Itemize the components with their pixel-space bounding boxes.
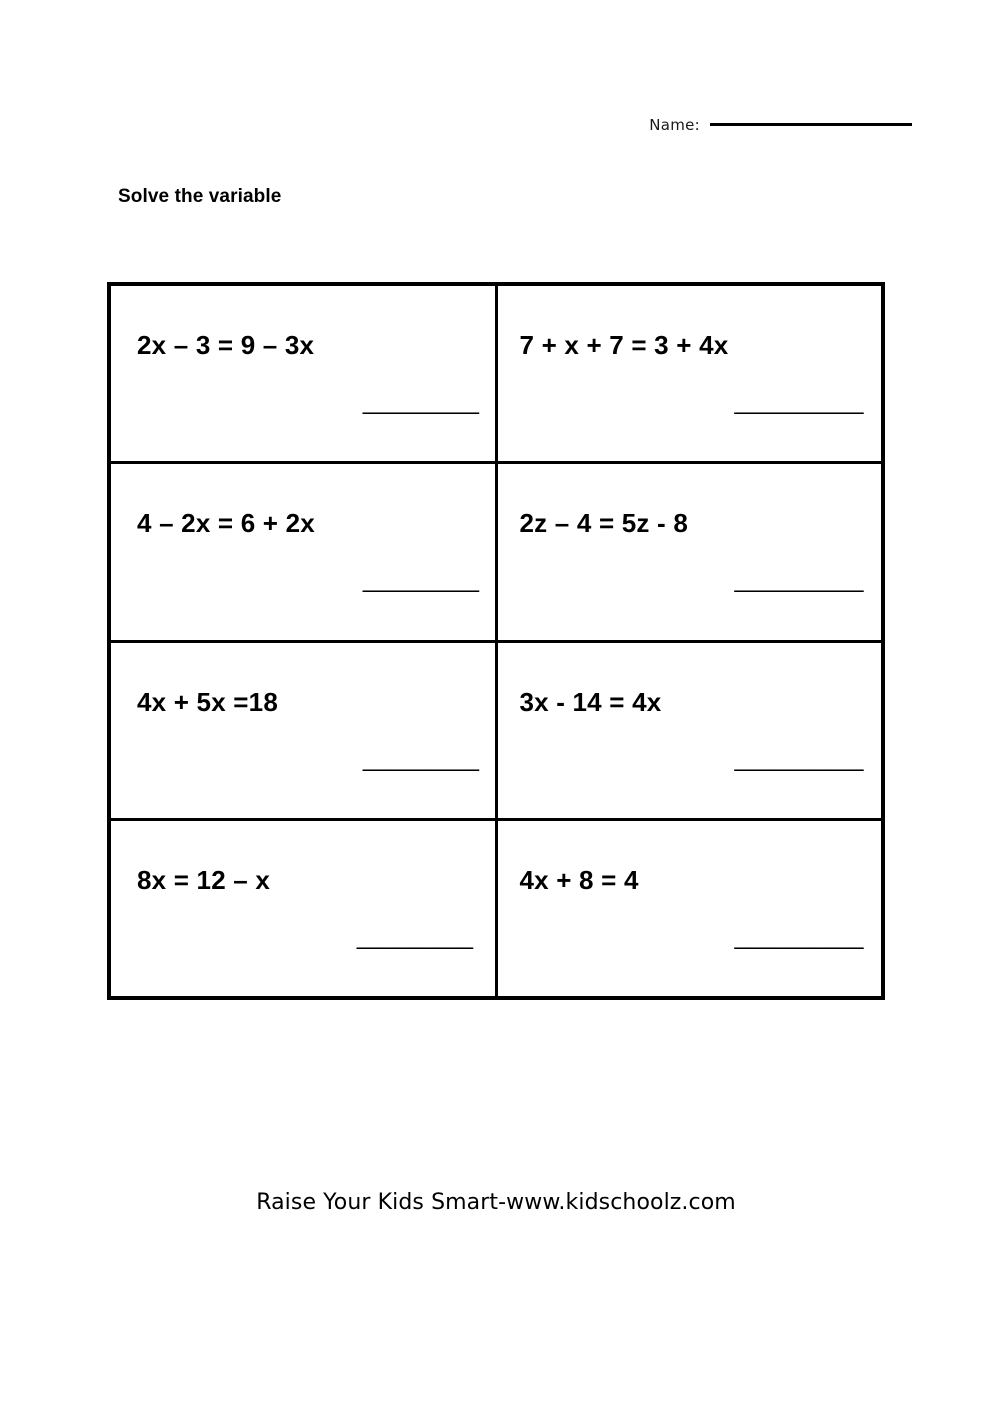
page-title: Solve the variable — [118, 186, 282, 207]
answer-blank[interactable]: _________ — [356, 922, 473, 950]
answer-blank[interactable]: _________ — [362, 566, 479, 594]
equation-text: 4x + 5x =18 — [137, 686, 278, 717]
name-write-in-line[interactable] — [710, 123, 912, 126]
answer-blank[interactable]: __________ — [734, 566, 863, 594]
problem-cell-8 — [498, 821, 882, 996]
problem-cell-1 — [111, 286, 498, 461]
answer-blank[interactable]: _________ — [362, 388, 479, 415]
problem-table — [107, 282, 885, 1000]
problem-cell-4 — [498, 464, 882, 639]
problem-cell-5 — [111, 643, 498, 818]
problem-cell-7 — [111, 821, 498, 996]
answer-blank[interactable]: __________ — [734, 744, 863, 772]
table-row — [111, 821, 881, 996]
table-row — [111, 464, 881, 642]
problem-cell-3 — [111, 464, 498, 639]
equation-text: 7 + x + 7 = 3 + 4x — [519, 330, 729, 360]
table-row — [111, 643, 881, 821]
equation-text: 2z – 4 = 5z - 8 — [519, 508, 688, 539]
equation-text: 8x = 12 – x — [137, 864, 271, 895]
footer-attribution: Raise Your Kids Smart-www.kidschoolz.com — [256, 1190, 736, 1215]
answer-blank[interactable]: __________ — [734, 922, 863, 950]
name-field-row — [0, 118, 912, 133]
equation-text: 4 – 2x = 6 + 2x — [137, 508, 315, 539]
answer-blank[interactable]: _________ — [362, 744, 479, 772]
equation-text: 3x - 14 = 4x — [519, 686, 662, 717]
problem-cell-2 — [498, 286, 882, 461]
table-row — [111, 286, 881, 464]
equation-text: 4x + 8 = 4 — [519, 864, 639, 895]
answer-blank[interactable]: __________ — [734, 388, 863, 415]
name-label: Name: — [649, 116, 700, 134]
equation-text: 2x – 3 = 9 – 3x — [137, 330, 315, 360]
problem-cell-6 — [498, 643, 882, 818]
